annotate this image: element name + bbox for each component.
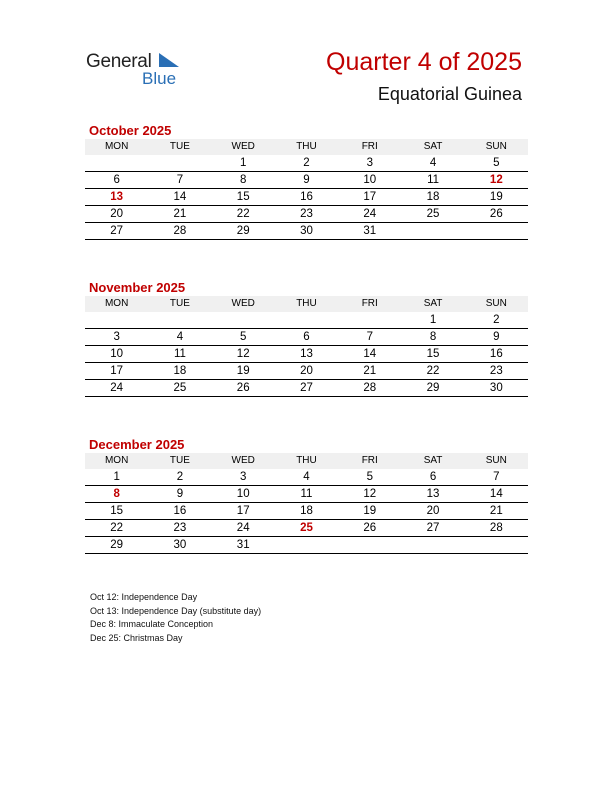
day-cell: 23: [173, 522, 187, 534]
day-cell: 2: [303, 157, 310, 169]
weekday-label: WED: [231, 298, 255, 309]
day-cell: 25: [300, 522, 313, 534]
logo-text-general: General: [86, 51, 152, 72]
day-cell: 31: [236, 539, 250, 551]
week-row: [85, 312, 528, 329]
day-cell: 8: [240, 174, 247, 186]
day-cell: [85, 312, 148, 328]
day-cell: 26: [489, 208, 503, 220]
day-cell: 16: [489, 348, 503, 360]
day-cell: 27: [300, 382, 313, 394]
week-row: [85, 346, 528, 363]
day-cell: 26: [236, 382, 250, 394]
day-cell: 18: [426, 191, 440, 203]
day-cell: 10: [363, 174, 377, 186]
day-cell: 3: [366, 157, 373, 169]
weekday-header-row: [85, 296, 528, 312]
day-cell: 19: [489, 191, 503, 203]
day-cell: 7: [366, 331, 373, 343]
day-cell: 9: [493, 331, 500, 343]
day-cell: 28: [489, 522, 503, 534]
day-cell: 14: [363, 348, 377, 360]
day-cell: 28: [363, 382, 377, 394]
day-cell: 16: [173, 505, 187, 517]
week-row: [85, 155, 528, 172]
day-cell: 5: [240, 331, 247, 343]
day-cell: 18: [300, 505, 313, 517]
weekday-label: MON: [104, 298, 129, 309]
day-cell: 6: [429, 471, 437, 483]
day-cell: 2: [493, 314, 500, 326]
logo-text-blue: Blue: [142, 69, 177, 88]
weekday-label: SUN: [485, 298, 507, 309]
day-cell: 24: [236, 522, 250, 534]
week-row: [85, 172, 528, 189]
weekday-label: THU: [296, 141, 317, 152]
week-row: [85, 223, 528, 240]
day-cell: 14: [489, 488, 503, 500]
day-cell: 20: [426, 505, 440, 517]
day-cell: 3: [113, 331, 120, 343]
day-cell: [212, 312, 275, 328]
day-cell: 10: [110, 348, 124, 360]
day-cell: 13: [110, 191, 124, 203]
day-cell: 11: [300, 488, 313, 500]
day-cell: 13: [426, 488, 440, 500]
day-cell: 11: [427, 174, 440, 186]
weekday-header-row: [85, 139, 528, 155]
day-cell: 21: [489, 505, 503, 517]
day-cell: [401, 223, 464, 239]
country-name: Equatorial Guinea: [377, 84, 522, 104]
day-cell: 9: [176, 488, 184, 500]
day-cell: 10: [236, 488, 250, 500]
day-cell: 16: [300, 191, 313, 203]
page-title: Quarter 4 of 2025: [326, 48, 522, 76]
day-cell: 15: [236, 191, 250, 203]
day-cell: 15: [110, 505, 124, 517]
day-cell: 1: [429, 314, 437, 326]
weekday-label: MON: [104, 141, 129, 152]
weekday-label: THU: [296, 455, 317, 466]
day-cell: 27: [426, 522, 440, 534]
day-cell: 1: [240, 157, 247, 169]
weekday-label: THU: [296, 298, 317, 309]
day-cell: 24: [363, 208, 377, 220]
day-cell: [148, 312, 211, 328]
day-cell: 30: [489, 382, 503, 394]
day-cell: 7: [176, 174, 184, 186]
month-title: December 2025: [89, 437, 185, 452]
day-cell: [401, 537, 464, 553]
day-cell: 11: [173, 348, 186, 360]
weekday-label: SAT: [423, 141, 443, 152]
day-cell: 4: [429, 157, 437, 169]
week-row: [85, 363, 528, 380]
day-cell: 25: [426, 208, 440, 220]
day-cell: [85, 155, 148, 171]
weekday-header-row: [85, 453, 528, 469]
day-cell: 12: [489, 174, 503, 186]
day-cell: 17: [110, 365, 124, 377]
day-cell: 1: [113, 471, 120, 483]
weekday-label: FRI: [361, 455, 378, 466]
day-cell: 28: [173, 225, 187, 237]
weekday-label: SAT: [423, 298, 443, 309]
day-cell: 31: [363, 225, 377, 237]
day-cell: 8: [113, 488, 120, 500]
logo-flag-icon: [159, 53, 179, 67]
day-cell: 23: [489, 365, 503, 377]
month-title: October 2025: [89, 123, 172, 138]
day-cell: 17: [236, 505, 250, 517]
day-cell: [338, 537, 401, 553]
day-cell: [465, 223, 528, 239]
holiday-note: Dec 8: Immaculate Conception: [90, 619, 214, 629]
weekday-label: SAT: [423, 455, 443, 466]
weekday-label: TUE: [169, 141, 190, 152]
day-cell: 6: [113, 174, 120, 186]
day-cell: 20: [300, 365, 313, 377]
weekday-label: WED: [231, 455, 255, 466]
day-cell: 22: [426, 365, 440, 377]
week-row: [85, 486, 528, 503]
day-cell: 13: [300, 348, 313, 360]
day-cell: 23: [300, 208, 313, 220]
weekday-label: SUN: [485, 455, 507, 466]
week-row: [85, 329, 528, 346]
weekday-label: FRI: [361, 298, 378, 309]
day-cell: [275, 312, 338, 328]
day-cell: 4: [303, 471, 310, 483]
month-calendar-october: [85, 122, 528, 240]
day-cell: 6: [303, 331, 310, 343]
day-cell: [338, 312, 401, 328]
day-cell: 5: [493, 157, 500, 169]
holiday-note: Oct 12: Independence Day: [90, 592, 198, 602]
day-cell: 25: [173, 382, 187, 394]
day-cell: 21: [363, 365, 377, 377]
day-cell: 3: [240, 471, 247, 483]
week-row: [85, 537, 528, 554]
week-row: [85, 503, 528, 520]
week-row: [85, 520, 528, 537]
day-cell: 9: [303, 174, 310, 186]
week-row: [85, 380, 528, 397]
day-cell: 19: [363, 505, 377, 517]
day-cell: 22: [110, 522, 124, 534]
day-cell: 29: [236, 225, 250, 237]
day-cell: 18: [173, 365, 187, 377]
weekday-label: TUE: [169, 455, 190, 466]
weekday-label: MON: [104, 455, 129, 466]
month-calendar-november: [85, 279, 528, 397]
weekday-label: TUE: [169, 298, 190, 309]
day-cell: 24: [110, 382, 124, 394]
day-cell: 8: [429, 331, 437, 343]
day-cell: 29: [426, 382, 440, 394]
day-cell: 7: [493, 471, 500, 483]
month-calendar-december: [85, 436, 528, 554]
day-cell: 12: [236, 348, 250, 360]
day-cell: 12: [363, 488, 377, 500]
day-cell: 26: [363, 522, 377, 534]
day-cell: 27: [110, 225, 124, 237]
day-cell: 29: [110, 539, 124, 551]
day-cell: [275, 537, 338, 553]
generalblue-logo: [86, 50, 186, 90]
holiday-note: Dec 25: Christmas Day: [90, 632, 183, 643]
day-cell: 5: [366, 471, 373, 483]
day-cell: 15: [426, 348, 440, 360]
weekday-label: FRI: [361, 141, 378, 152]
weekday-label: SUN: [485, 141, 507, 152]
weekday-label: WED: [231, 141, 255, 152]
day-cell: 4: [176, 331, 184, 343]
day-cell: 30: [173, 539, 187, 551]
day-cell: [148, 155, 211, 171]
holiday-note: Oct 13: Independence Day (substitute day): [90, 605, 262, 616]
day-cell: [465, 537, 528, 553]
day-cell: 14: [173, 191, 187, 203]
holiday-notes: [90, 591, 261, 645]
day-cell: 19: [236, 365, 250, 377]
week-row: [85, 206, 528, 223]
day-cell: 2: [176, 471, 184, 483]
week-row: [85, 469, 528, 486]
month-title: November 2025: [89, 280, 186, 295]
week-row: [85, 189, 528, 206]
day-cell: 30: [300, 225, 313, 237]
day-cell: 22: [236, 208, 250, 220]
day-cell: 20: [110, 208, 124, 220]
day-cell: 17: [363, 191, 377, 203]
day-cell: 21: [173, 208, 187, 220]
